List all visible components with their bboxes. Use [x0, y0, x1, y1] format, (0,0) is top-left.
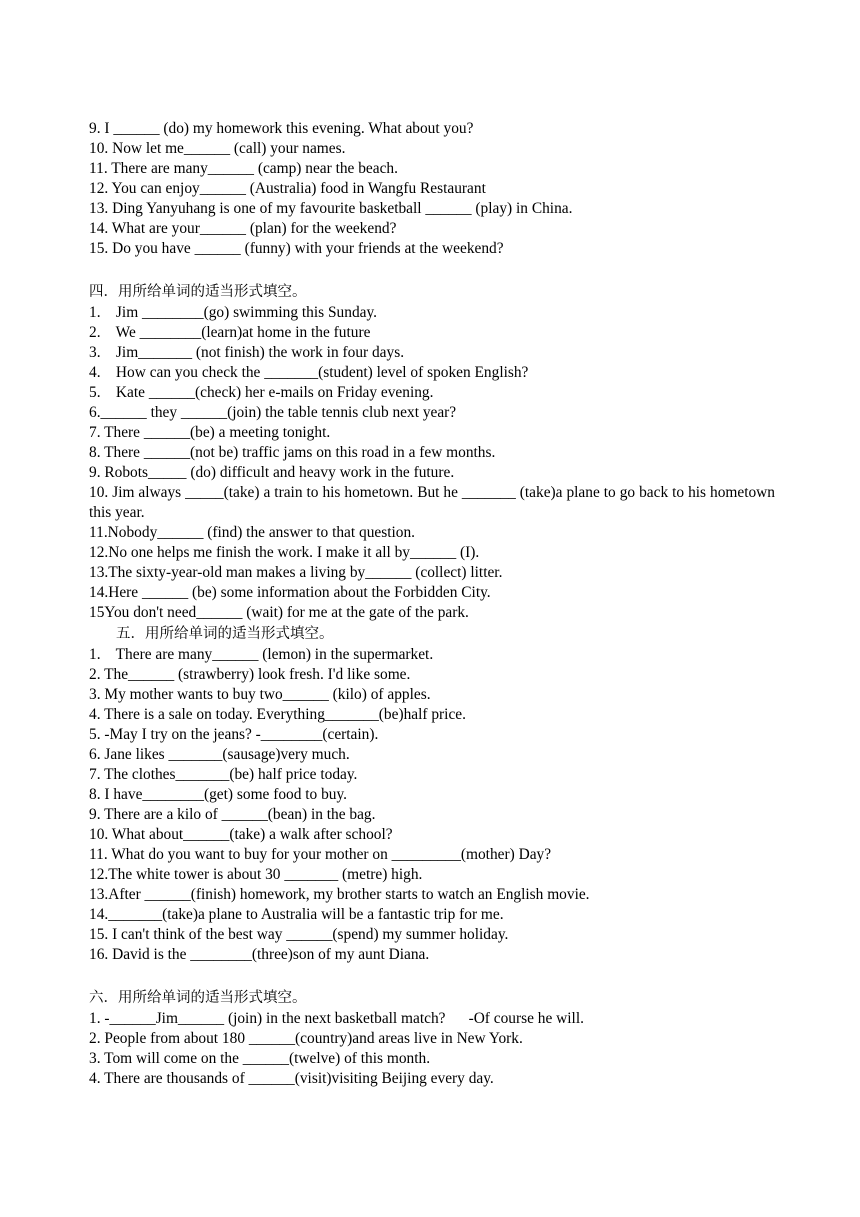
exercise-item: 2. People from about 180 ______(country)and areas live in New York.	[89, 1030, 523, 1047]
exercise-item: 13.The sixty-year-old man makes a living by______ (collect) litter.	[89, 564, 503, 581]
section-heading: 六．用所给单词的适当形式填空。	[89, 990, 307, 1006]
exercise-item: 4. There is a sale on today. Everything_______(be)half price.	[89, 706, 466, 723]
exercise-item: 3. My mother wants to buy two______ (kilo) of apples.	[89, 686, 431, 703]
exercise-item: 10. Jim always _____(take) a train to his hometown. But he _______ (take)a plane to go back to his hometown this year.	[89, 484, 775, 521]
exercise-item: 13.After ______(finish) homework, my brother starts to watch an English movie.	[89, 886, 590, 903]
exercise-item: 6. Jane likes _______(sausage)very much.	[89, 746, 350, 763]
exercise-item: 14. What are your______ (plan) for the weekend?	[89, 220, 397, 237]
exercise-item: 8. I have________(get) some food to buy.	[89, 786, 348, 803]
exercise-item: 9. Robots_____ (do) difficult and heavy work in the future.	[89, 464, 455, 481]
exercise-item: 14._______(take)a plane to Australia will be a fantastic trip for me.	[89, 906, 504, 923]
exercise-item: 15You don't need______ (wait) for me at the gate of the park.	[89, 604, 469, 621]
exercise-item: 10. Now let me______ (call) your names.	[89, 140, 346, 157]
exercise-item: 8. There ______(not be) traffic jams on this road in a few months.	[89, 444, 496, 461]
exercise-item: 7. The clothes_______(be) half price today.	[89, 766, 358, 783]
exercise-item: 2. The______ (strawberry) look fresh. I'd like some.	[89, 666, 411, 683]
exercise-item: 11. There are many______ (camp) near the beach.	[89, 160, 398, 177]
exercise-item: 15. I can't think of the best way ______(spend) my summer holiday.	[89, 926, 509, 943]
exercise-item: 16. David is the ________(three)son of my aunt Diana.	[89, 946, 430, 963]
exercise-item: 15. Do you have ______ (funny) with your friends at the weekend?	[89, 240, 504, 257]
spacer	[89, 965, 775, 987]
section-heading: 五．用所给单词的适当形式填空。	[116, 626, 334, 642]
exercise-item: 11. What do you want to buy for your mother on _________(mother) Day?	[89, 846, 552, 863]
exercise-item: 4. There are thousands of ______(visit)visiting Beijing every day.	[89, 1070, 494, 1087]
exercise-item: 9. There are a kilo of ______(bean) in the bag.	[89, 806, 376, 823]
exercise-content	[89, 119, 775, 1089]
exercise-item: 1. There are many______ (lemon) in the supermarket.	[89, 646, 434, 663]
exercise-item: 6.______ they ______(join) the table tennis club next year?	[89, 404, 457, 421]
section-five	[89, 623, 775, 965]
exercise-item: 12.No one helps me finish the work. I make it all by______ (I).	[89, 544, 480, 561]
section-four	[89, 281, 775, 623]
exercise-item: 2. We ________(learn)at home in the future	[89, 324, 371, 341]
exercise-item: 12. You can enjoy______ (Australia) food in Wangfu Restaurant	[89, 180, 486, 197]
exercise-item: 4. How can you check the _______(student) level of spoken English?	[89, 364, 529, 381]
exercise-item: 3. Tom will come on the ______(twelve) of this month.	[89, 1050, 431, 1067]
exercise-item: 10. What about______(take) a walk after school?	[89, 826, 393, 843]
exercise-item: 3. Jim_______ (not finish) the work in four days.	[89, 344, 405, 361]
exercise-item: 5. Kate ______(check) her e-mails on Friday evening.	[89, 384, 434, 401]
exercise-item: 14.Here ______ (be) some information about the Forbidden City.	[89, 584, 491, 601]
exercise-item: 13. Ding Yanyuhang is one of my favourite basketball ______ (play) in China.	[89, 200, 573, 217]
exercise-item: 1. -______Jim______ (join) in the next basketball match? -Of course he will.	[89, 1010, 584, 1027]
exercise-item: 1. Jim ________(go) swimming this Sunday.	[89, 304, 378, 321]
section-heading: 四．用所给单词的适当形式填空。	[89, 284, 307, 300]
exercise-item: 9. I ______ (do) my homework this evening. What about you?	[89, 120, 474, 137]
exercise-item: 7. There ______(be) a meeting tonight.	[89, 424, 331, 441]
spacer	[89, 259, 775, 281]
exercise-block-a	[89, 119, 775, 259]
exercise-item: 12.The white tower is about 30 _______ (metre) high.	[89, 866, 423, 883]
section-six	[89, 987, 775, 1089]
exercise-item: 11.Nobody______ (find) the answer to that question.	[89, 524, 415, 541]
exercise-item: 5. -May I try on the jeans? -________(certain).	[89, 726, 379, 743]
